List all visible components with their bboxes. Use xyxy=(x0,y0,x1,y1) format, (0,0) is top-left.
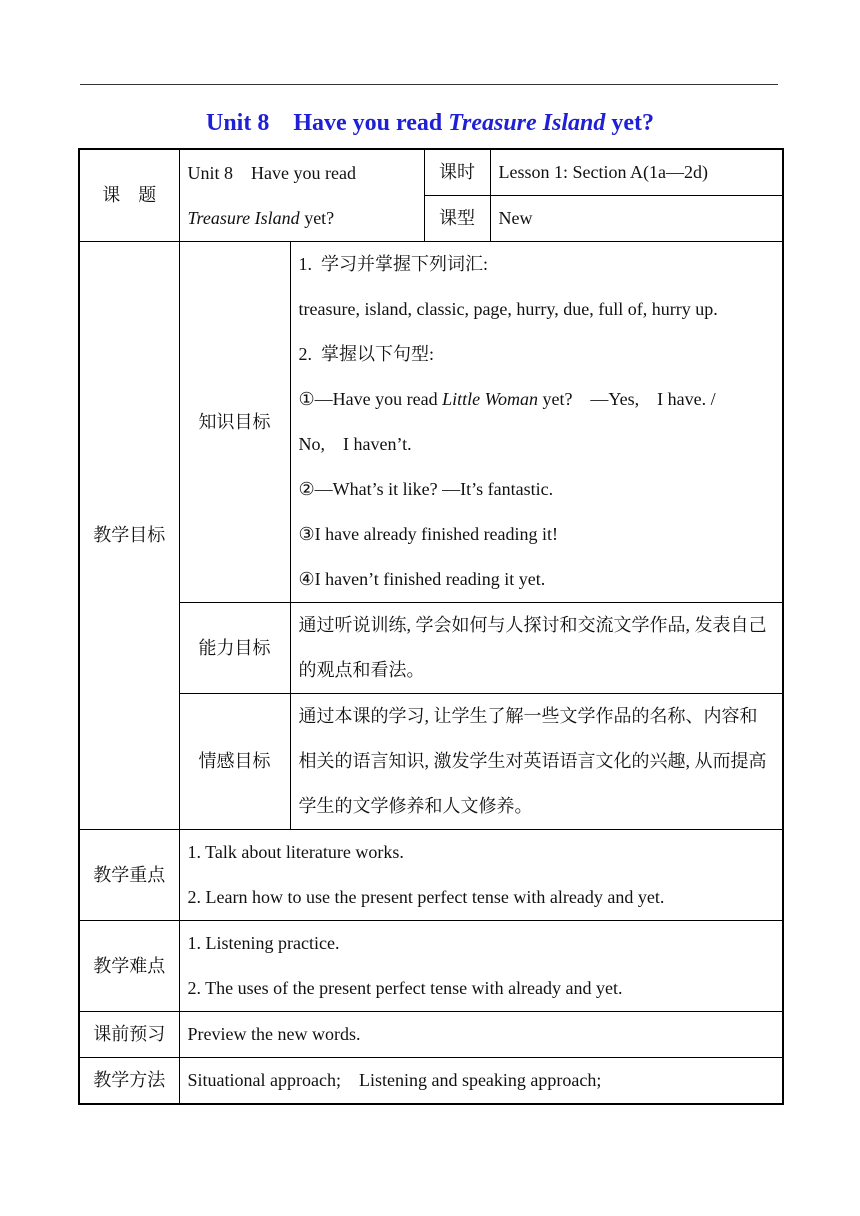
type-value: New xyxy=(490,196,783,242)
preview-label: 课前预习 xyxy=(79,1012,179,1058)
title-suffix: yet? xyxy=(605,110,655,136)
title-italic-book: Treasure Island xyxy=(448,110,606,136)
difficult-point-item: 1. Listening practice. xyxy=(187,933,340,953)
lesson-plan-table xyxy=(78,148,784,1105)
knowledge-line: ④I haven’t finished reading it yet. xyxy=(298,569,546,589)
ability-label: 能力目标 xyxy=(179,603,290,694)
topic-book-italic: Treasure Island xyxy=(187,207,300,228)
knowledge-line: No, I haven’t. xyxy=(298,434,412,454)
ability-content: 通过听说训练, 学会如何与人探讨和交流文学作品, 发表自己的观点和看法。 xyxy=(290,603,783,694)
knowledge-label: 知识目标 xyxy=(179,242,290,603)
difficult-points-content xyxy=(179,921,783,1012)
document-title xyxy=(0,110,860,137)
topic-line-2 xyxy=(188,196,416,241)
knowledge-row xyxy=(79,242,783,603)
period-value: Lesson 1: Section A(1a—2d) xyxy=(490,149,783,196)
key-point-item: 2. Learn how to use the present perfect tense with already and yet. xyxy=(187,887,665,907)
topic-value xyxy=(179,149,424,242)
key-points-row xyxy=(79,830,783,921)
topic-line-1: Unit 8 Have you read xyxy=(187,162,356,183)
knowledge-line xyxy=(299,377,775,422)
sentence-1-part: yet? —Yes, I have. / xyxy=(537,389,716,409)
sentence-1-part: ①—Have you read xyxy=(298,389,443,409)
emotion-row xyxy=(79,694,783,830)
type-label: 课型 xyxy=(424,196,490,242)
period-label: 课时 xyxy=(424,149,490,196)
preview-content: Preview the new words. xyxy=(179,1012,783,1058)
book-title-italic: Little Woman xyxy=(442,389,538,409)
emotion-content: 通过本课的学习, 让学生了解一些文学作品的名称、内容和相关的语言知识, 激发学生对英语语言文化的兴趣, 从而提高学生的文学修养和人文修养。 xyxy=(290,694,783,830)
header-rule xyxy=(80,84,778,85)
knowledge-line: treasure, island, classic, page, hurry, due, full of, hurry up. xyxy=(298,299,718,319)
method-label: 教学方法 xyxy=(79,1058,179,1105)
key-point-item: 1. Talk about literature works. xyxy=(187,842,404,862)
difficult-points-row xyxy=(79,921,783,1012)
key-points-content xyxy=(179,830,783,921)
preview-row xyxy=(79,1012,783,1058)
knowledge-line: ②—What’s it like? —It’s fantastic. xyxy=(298,479,554,499)
knowledge-line: ③I have already finished reading it! xyxy=(298,524,559,544)
knowledge-content xyxy=(290,242,783,603)
key-points-label: 教学重点 xyxy=(79,830,179,921)
title-prefix: Unit 8 Have you read xyxy=(205,110,449,136)
topic-row xyxy=(79,149,783,196)
knowledge-line: 2. 掌握以下句型: xyxy=(298,344,435,364)
objectives-label: 教学目标 xyxy=(79,242,179,830)
method-content: Situational approach; Listening and speaking approach; xyxy=(179,1058,783,1105)
ability-row xyxy=(79,603,783,694)
topic-line-2-suffix: yet? xyxy=(299,207,335,228)
emotion-label: 情感目标 xyxy=(179,694,290,830)
difficult-point-item: 2. The uses of the present perfect tense with already and yet. xyxy=(187,978,623,998)
knowledge-line: 1. 学习并掌握下列词汇: xyxy=(298,254,489,274)
topic-label: 课 题 xyxy=(79,149,179,242)
method-row xyxy=(79,1058,783,1105)
difficult-points-label: 教学难点 xyxy=(79,921,179,1012)
